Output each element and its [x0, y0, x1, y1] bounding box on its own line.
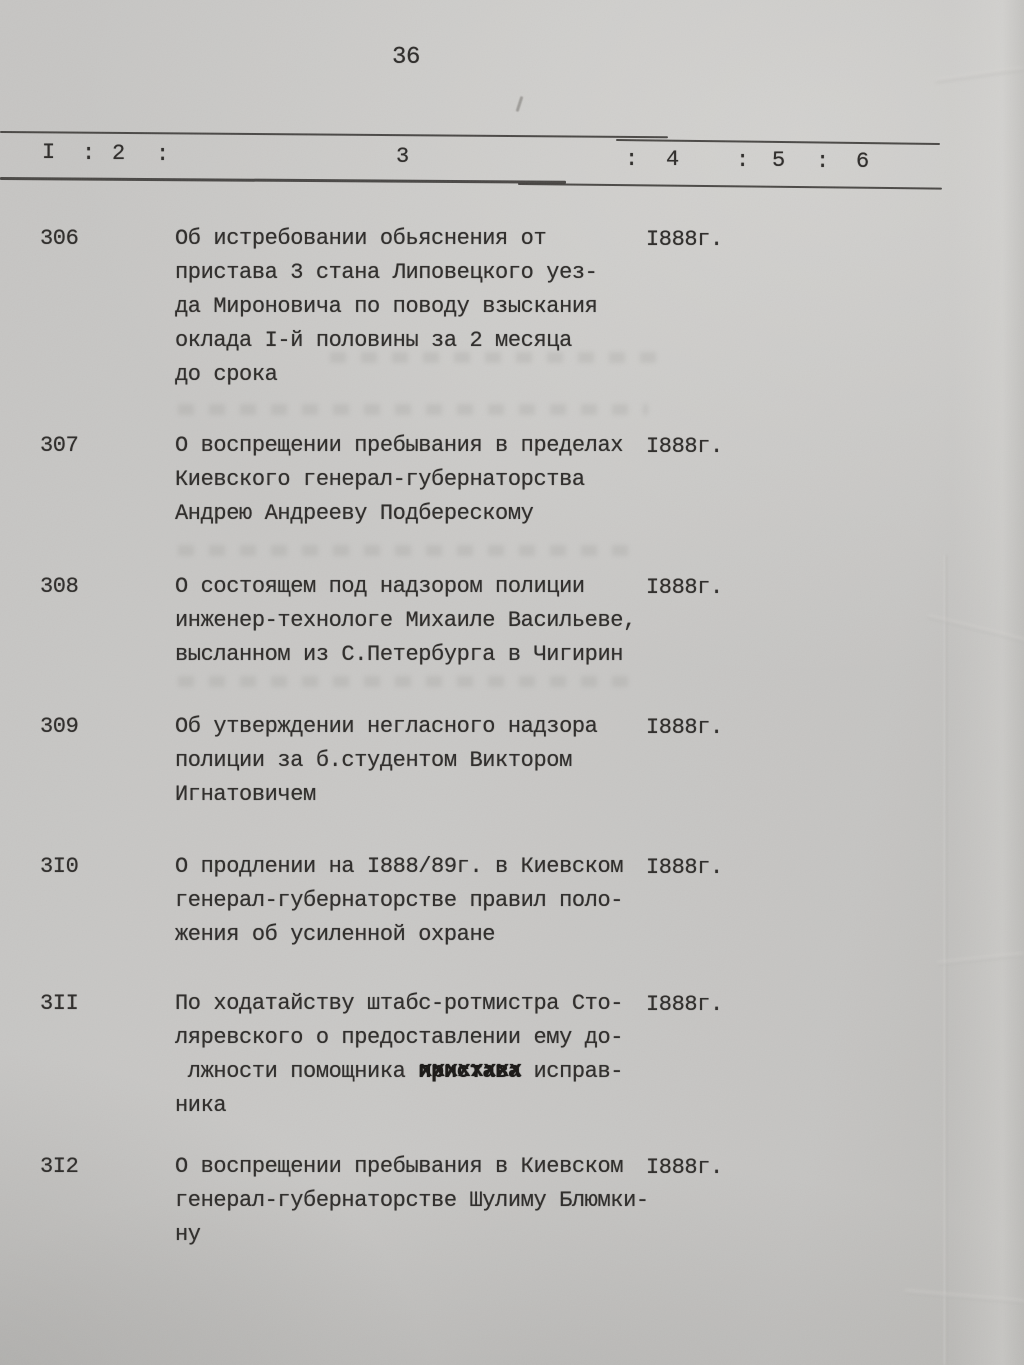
entry-year: I888г.	[646, 992, 723, 1017]
entry-year: I888г.	[646, 575, 723, 600]
column-number: 3	[396, 144, 409, 169]
entry-line: Киевского генерал-губернаторства	[175, 467, 585, 492]
column-number: 2	[112, 141, 125, 166]
entry-year: I888г.	[646, 434, 723, 459]
entry-line: высланном из С.Петербурга в Чигирин	[175, 642, 624, 667]
paper-edge	[952, 0, 1024, 1365]
entry-line: О воспрещении пребывания в пределах	[175, 433, 624, 458]
column-separator: :	[82, 141, 95, 166]
entry-number: 3I2	[40, 1154, 79, 1179]
table-rule-top-right	[616, 139, 940, 145]
table-rule-top-left	[0, 131, 668, 139]
column-separator: :	[156, 142, 169, 167]
entry-line: инженер-технологе Михаиле Васильеве,	[175, 608, 636, 633]
ghost-impression	[178, 545, 638, 556]
table-rule-bottom-right	[518, 183, 942, 190]
entry-line: да Мироновича по поводу взыскания	[175, 294, 598, 319]
column-number: 4	[666, 147, 679, 172]
page-number: 36	[392, 44, 421, 71]
entry-line: Игнатовичем	[175, 782, 316, 807]
entry-line: О состоящем под надзором полиции	[175, 574, 585, 599]
entry-line: ну	[175, 1222, 201, 1247]
ghost-impression	[178, 404, 648, 415]
entry-line: Андрею Андрееву Подберескому	[175, 501, 534, 526]
entry-line: генерал-губернаторстве Шулиму Блюмки-	[175, 1188, 649, 1213]
entry-number: 3II	[40, 991, 79, 1016]
entry-number: 308	[40, 574, 79, 599]
stray-mark	[516, 96, 524, 112]
entry-year: I888г.	[646, 227, 723, 252]
entry-line: генерал-губернаторстве правил поло-	[175, 888, 624, 913]
overtyped-word: пристава хххххххх	[418, 1059, 520, 1084]
entry-line: пристава 3 стана Липовецкого уез-	[175, 260, 598, 285]
entry-line: оклада I-й половины за 2 месяца	[175, 328, 572, 353]
entry-year: I888г.	[646, 855, 723, 880]
entry-year: I888г.	[646, 715, 723, 740]
entry-number: 306	[40, 226, 79, 251]
entry-line: Об истребовании обьяснения от	[175, 226, 547, 251]
entry-line: лжности помощника пристава хххххххх исправ-	[175, 1061, 623, 1083]
entry-number: 309	[40, 714, 79, 739]
entry-line: Об утверждении негласного надзора	[175, 714, 598, 739]
entry-number: 3I0	[40, 854, 79, 879]
entry-number: 307	[40, 433, 79, 458]
entry-line: По ходатайству штабс-ротмистра Сто-	[175, 991, 624, 1016]
entry-line: ляревского о предоставлении ему до-	[175, 1025, 624, 1050]
entry-line: полиции за б.студентом Виктором	[175, 748, 572, 773]
entry-line: О воспрещении пребывания в Киевском	[175, 1154, 624, 1179]
column-number: I	[42, 140, 55, 165]
entry-line: до срока	[175, 362, 278, 387]
column-number: 5	[772, 148, 785, 173]
entry-year: I888г.	[646, 1155, 723, 1180]
entry-line: ника	[175, 1093, 227, 1118]
column-separator: :	[816, 149, 829, 174]
column-separator: :	[625, 147, 638, 172]
table-rule-bottom-left	[0, 177, 566, 183]
column-number: 6	[856, 149, 869, 174]
ghost-impression	[178, 676, 628, 687]
ghost-impression	[330, 352, 660, 363]
entry-line: жения об усиленной охране	[175, 922, 496, 947]
column-separator: :	[736, 148, 749, 173]
entry-line: О продлении на I888/89г. в Киевском	[175, 854, 624, 879]
